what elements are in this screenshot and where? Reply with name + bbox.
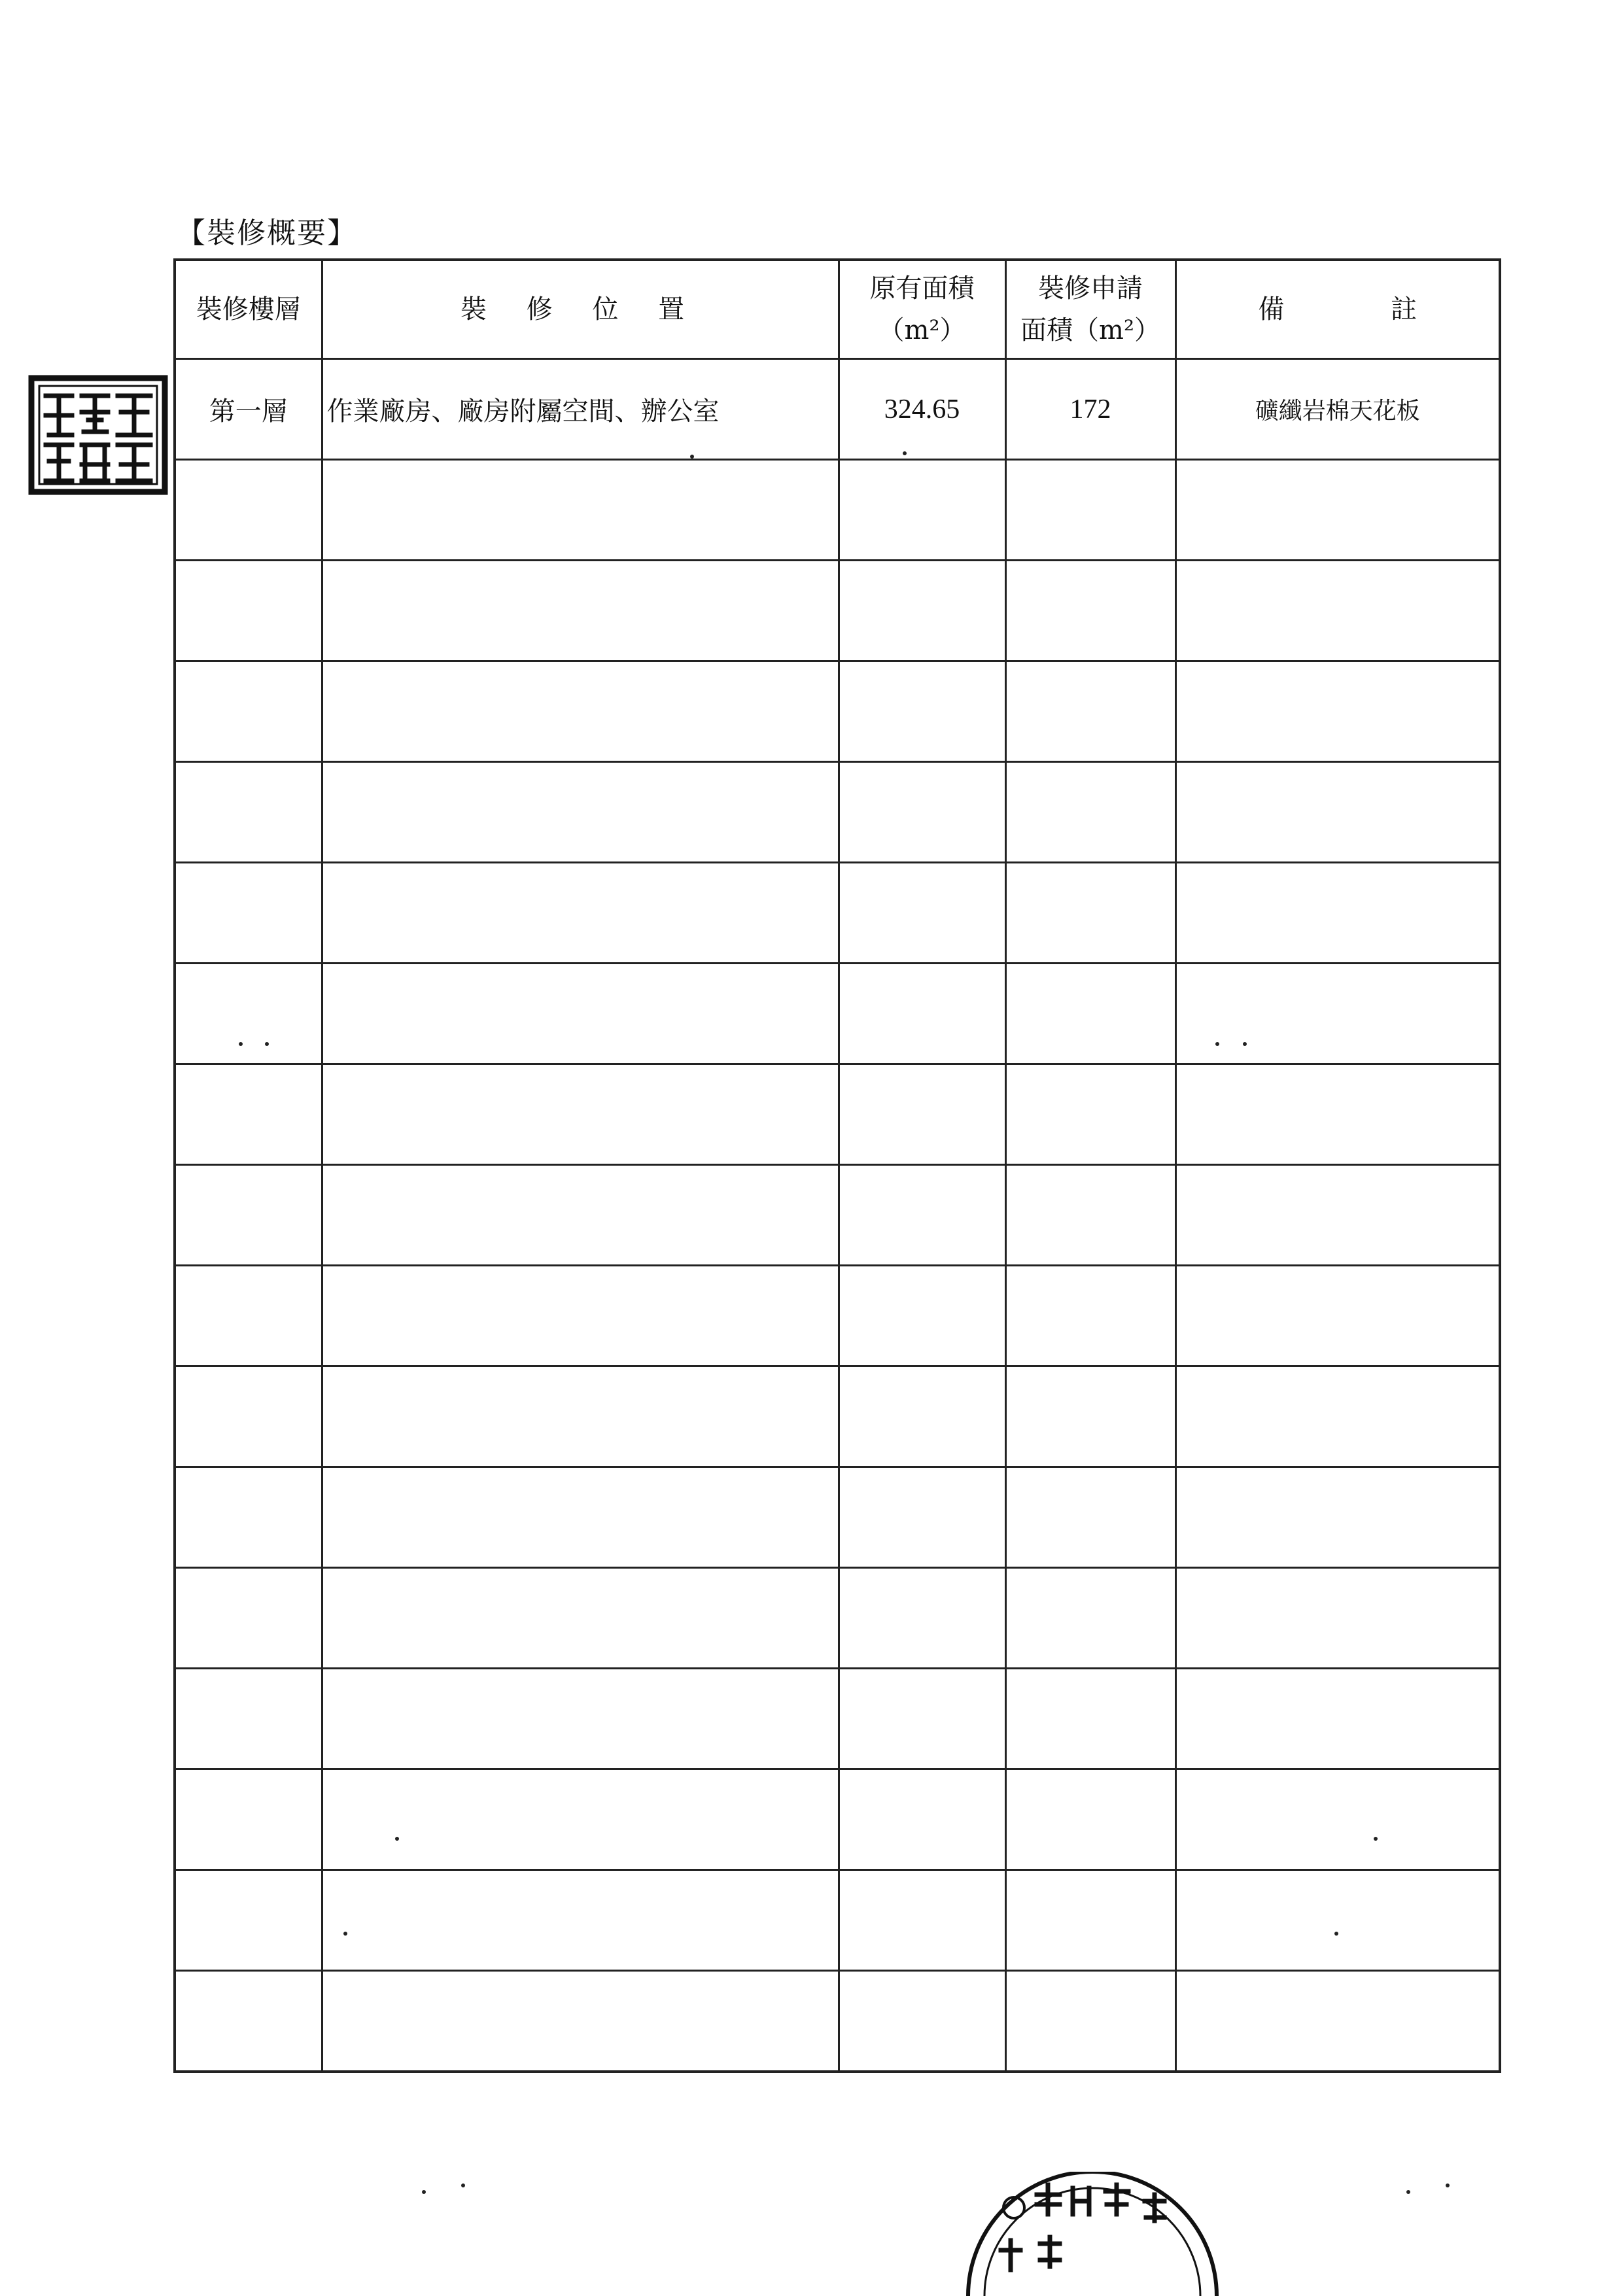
cell-original-area [839,1971,1005,2072]
cell-location [322,460,839,561]
cell-location [322,1971,839,2072]
cell-original-area [839,964,1005,1064]
cell-original-area [839,1769,1005,1870]
table-row [175,1165,1500,1266]
cell-original-area [839,1266,1005,1366]
cell-floor [175,863,322,964]
cell-floor [175,964,322,1064]
table-header-row [175,260,1500,359]
cell-renovation-area [1005,661,1175,762]
cell-location [322,1467,839,1568]
cell-remarks [1175,561,1500,661]
cell-original-area [839,1064,1005,1165]
cell-remarks: 礦纖岩棉天花板 [1175,359,1500,460]
cell-floor [175,561,322,661]
header-renovation-area-line1: 裝修申請 [1038,273,1143,304]
header-original-area-line2: （m²） [878,315,966,345]
cell-renovation-area [1005,1971,1175,2072]
table-row [175,1064,1500,1165]
table-row [175,460,1500,561]
header-renovation-area [1005,260,1175,359]
scan-speck [1406,2190,1410,2194]
cell-location [322,1064,839,1165]
cell-location [322,1669,839,1769]
table-row [175,1769,1500,1870]
scan-speck [690,455,694,459]
cell-renovation-area [1005,1467,1175,1568]
table-row [175,762,1500,863]
table-row [175,1366,1500,1467]
table-row [175,1467,1500,1568]
cell-floor [175,1064,322,1165]
cell-original-area [839,1366,1005,1467]
cell-location: 作業廠房、廠房附屬空間、辦公室 [322,359,839,460]
cell-location [322,1568,839,1669]
renovation-summary-table [173,258,1501,2073]
cell-location [322,964,839,1064]
cell-original-area [839,1467,1005,1568]
scan-speck [265,1042,269,1046]
cell-location [322,1266,839,1366]
scan-speck [1334,1932,1338,1936]
cell-original-area [839,863,1005,964]
table-row [175,359,1500,460]
table-row [175,1971,1500,2072]
scan-speck [239,1042,243,1046]
cell-original-area [839,561,1005,661]
cell-floor [175,1266,322,1366]
cell-renovation-area [1005,964,1175,1064]
cell-location [322,1366,839,1467]
cell-renovation-area [1005,863,1175,964]
scan-speck [461,2183,465,2187]
cell-renovation-area [1005,561,1175,661]
cell-remarks [1175,762,1500,863]
scan-speck [903,451,907,455]
table-row [175,561,1500,661]
cell-remarks [1175,1266,1500,1366]
cell-location [322,863,839,964]
scan-speck [1215,1042,1219,1046]
cell-renovation-area [1005,1669,1175,1769]
cell-location [322,762,839,863]
table-row [175,661,1500,762]
cell-location [322,661,839,762]
cell-location [322,1165,839,1266]
cell-original-area [839,1870,1005,1971]
table-body [175,359,1500,2072]
cell-renovation-area [1005,1064,1175,1165]
table-row [175,1568,1500,1669]
cell-original-area: 324.65 [839,359,1005,460]
scan-speck [1243,1042,1247,1046]
cell-renovation-area [1005,1870,1175,1971]
official-seal-stamp [955,2172,1230,2296]
cell-location [322,1870,839,1971]
cell-floor [175,1467,322,1568]
cell-renovation-area [1005,1769,1175,1870]
cell-floor [175,762,322,863]
scan-speck [343,1932,347,1936]
cell-original-area [839,1165,1005,1266]
cell-remarks [1175,1769,1500,1870]
cell-renovation-area: 172 [1005,359,1175,460]
cell-floor [175,460,322,561]
cell-remarks [1175,863,1500,964]
header-original-area [839,260,1005,359]
cell-floor [175,1971,322,2072]
cell-floor [175,1366,322,1467]
table-row [175,1266,1500,1366]
header-floor: 裝修樓層 [175,260,322,359]
scan-speck [1374,1837,1378,1841]
cell-floor [175,1769,322,1870]
cell-floor [175,1568,322,1669]
cell-remarks [1175,1568,1500,1669]
cell-remarks [1175,460,1500,561]
table-row [175,863,1500,964]
architect-seal-stamp [26,373,170,497]
cell-remarks [1175,1669,1500,1769]
cell-original-area [839,1568,1005,1669]
cell-remarks [1175,1870,1500,1971]
cell-remarks [1175,1971,1500,2072]
section-title: 【裝修概要】 [177,217,357,250]
cell-floor [175,1165,322,1266]
cell-renovation-area [1005,1568,1175,1669]
scan-speck [1446,2183,1450,2187]
cell-floor [175,1669,322,1769]
header-renovation-area-line2: 面積（m²） [1020,315,1160,345]
cell-renovation-area [1005,762,1175,863]
cell-original-area [839,661,1005,762]
cell-remarks [1175,1165,1500,1266]
cell-location [322,561,839,661]
table-row [175,1669,1500,1769]
table-row [175,1870,1500,1971]
cell-remarks [1175,661,1500,762]
cell-renovation-area [1005,1366,1175,1467]
cell-location [322,1769,839,1870]
table-row [175,964,1500,1064]
header-original-area-line1: 原有面積 [869,273,975,304]
cell-renovation-area [1005,1165,1175,1266]
cell-remarks [1175,1064,1500,1165]
scan-speck [395,1837,399,1841]
cell-remarks [1175,1366,1500,1467]
cell-floor [175,1870,322,1971]
cell-remarks [1175,964,1500,1064]
cell-floor: 第一層 [175,359,322,460]
scan-speck [422,2190,426,2194]
cell-renovation-area [1005,460,1175,561]
cell-original-area [839,460,1005,561]
cell-remarks [1175,1467,1500,1568]
cell-original-area [839,1669,1005,1769]
cell-floor [175,661,322,762]
cell-renovation-area [1005,1266,1175,1366]
header-location: 裝 修 位 置 [322,260,839,359]
cell-original-area [839,762,1005,863]
header-remarks: 備 註 [1175,260,1500,359]
